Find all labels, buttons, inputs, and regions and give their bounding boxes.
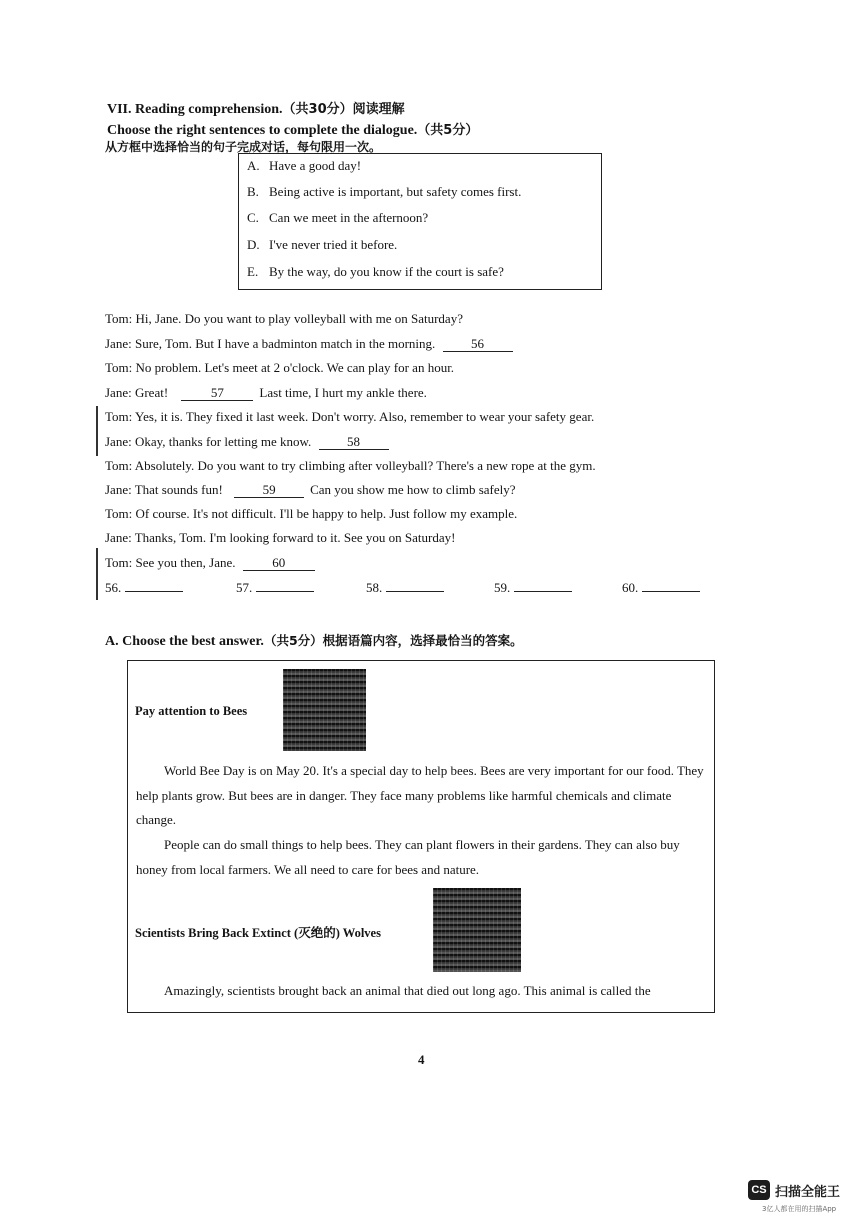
dialogue-line-1 (105, 311, 463, 327)
option-text: I've never tried it before. (269, 237, 398, 252)
margin-mark (96, 406, 98, 456)
wolf-image (433, 888, 521, 972)
answer-number: 58. (366, 580, 383, 595)
passage-title-bees: Pay attention to Bees (135, 704, 248, 718)
bee-image (283, 669, 366, 751)
dialogue-text: Jane: Great! (105, 385, 169, 400)
answer-59 (494, 579, 572, 596)
margin-mark (96, 548, 98, 600)
camscanner-tagline: 3亿人都在用的扫描App (762, 1205, 837, 1213)
dialogue-text: Jane: Thanks, Tom. I'm looking forward to it. See you on Saturday! (105, 530, 456, 545)
option-letter: A. (247, 158, 260, 173)
partA-title-en: A. Choose the best answer. (105, 634, 264, 649)
answer-58 (366, 579, 444, 596)
dialogue-text: Tom: No problem. Let's meet at 2 o'clock. We can play for an hour. (105, 360, 455, 375)
dialogue-text: Tom: See you then, Jane. (105, 555, 236, 570)
dialogue-text: Jane: Sure, Tom. But I have a badminton match in the morning. (105, 336, 436, 351)
dialogue-text-after: Can you show me how to climb safely? (310, 482, 516, 497)
answer-57 (236, 579, 314, 596)
dialogue-line-10 (105, 530, 455, 546)
answer-blank-56[interactable]: 56 (443, 337, 513, 352)
option-letter: E. (247, 264, 259, 279)
page-number: 4 (418, 1052, 425, 1067)
dialogue-line-4 (105, 385, 427, 401)
option-text: Have a good day! (269, 158, 362, 173)
option-text: By the way, do you know if the court is safe? (269, 264, 504, 279)
passage-title-wolves: Scientists Bring Back Extinct (灭绝的) Wolves (135, 926, 381, 940)
option-d (247, 237, 397, 253)
option-a (247, 158, 361, 174)
dialogue-line-2 (105, 336, 513, 352)
answer-number: 60. (622, 580, 639, 595)
section-title (107, 98, 405, 118)
section-title-cn: （共30分）阅读理解 (282, 102, 405, 117)
answer-line[interactable] (256, 579, 314, 592)
answer-blank-59[interactable]: 59 (234, 483, 304, 498)
option-letter: C. (247, 210, 259, 225)
partA-title (105, 631, 523, 650)
camscanner-logo-icon: CS (748, 1180, 770, 1200)
options-box (238, 153, 602, 290)
answer-number: 59. (494, 580, 511, 595)
dialogue-text-after: Last time, I hurt my ankle there. (259, 385, 427, 400)
answer-blank-57[interactable]: 57 (181, 386, 253, 401)
answer-number: 57. (236, 580, 253, 595)
option-letter: D. (247, 237, 260, 252)
answer-number: 56. (105, 580, 122, 595)
passage-box (127, 660, 715, 1013)
dialogue-line-7 (105, 458, 596, 474)
option-e (247, 264, 504, 280)
section-title-en: VII. Reading comprehension. (107, 102, 283, 117)
part1-title (107, 119, 478, 139)
dialogue-line-11 (105, 555, 315, 571)
dialogue-text: Tom: Absolutely. Do you want to try climbing after volleyball? There's a new rope at the gym. (105, 458, 596, 473)
dialogue-line-3 (105, 360, 454, 376)
part1-title-en: Choose the right sentences to complete the dialogue. (107, 123, 418, 138)
dialogue-line-8 (105, 482, 516, 498)
dialogue-text: Jane: Okay, thanks for letting me know. (105, 434, 312, 449)
passage-paragraph-2: People can do small things to help bees. They can plant flowers in their gardens. They can also buy honey from local farmers. We all need to care for bees and nature. (136, 837, 680, 877)
answer-line[interactable] (386, 579, 444, 592)
answer-line[interactable] (642, 579, 700, 592)
dialogue-line-9 (105, 506, 517, 522)
camscanner-name: 扫描全能王 (775, 1185, 841, 1200)
dialogue-text: Tom: Of course. It's not difficult. I'll be happy to help. Just follow my example. (105, 506, 518, 521)
answer-blank-58[interactable]: 58 (319, 435, 389, 450)
dialogue-text: Tom: Hi, Jane. Do you want to play volleyball with me on Saturday? (105, 311, 463, 326)
answer-60 (622, 579, 700, 596)
option-text: Being active is important, but safety comes first. (269, 184, 522, 199)
dialogue-text: Tom: Yes, it is. They fixed it last week. Don't worry. Also, remember to wear your safety gear. (105, 409, 595, 424)
option-b (247, 184, 521, 200)
option-letter: B. (247, 184, 259, 199)
dialogue-line-5 (105, 409, 594, 425)
dialogue-text: Jane: That sounds fun! (105, 482, 223, 497)
part1-score: （共5分） (417, 123, 479, 138)
dialogue-line-6 (105, 434, 389, 450)
part1-instruction: 从方框中选择恰当的句子完成对话，每句限用一次。 (105, 140, 382, 154)
answer-line[interactable] (514, 579, 572, 592)
option-c (247, 210, 428, 226)
partA-score: （共5分）根据语篇内容，选择最恰当的答案。 (263, 633, 523, 648)
answer-blank-60[interactable]: 60 (243, 556, 315, 571)
answer-56 (105, 579, 183, 596)
option-text: Can we meet in the afternoon? (269, 210, 429, 225)
answer-line[interactable] (125, 579, 183, 592)
passage-paragraph-3: Amazingly, scientists brought back an animal that died out long ago. This animal is called the (164, 983, 651, 998)
passage-paragraph-1: World Bee Day is on May 20. It's a special day to help bees. Bees are very important for our food. They help plants grow. But bees are in danger. They face many problems like harmful chemicals and climate change. (136, 763, 704, 827)
